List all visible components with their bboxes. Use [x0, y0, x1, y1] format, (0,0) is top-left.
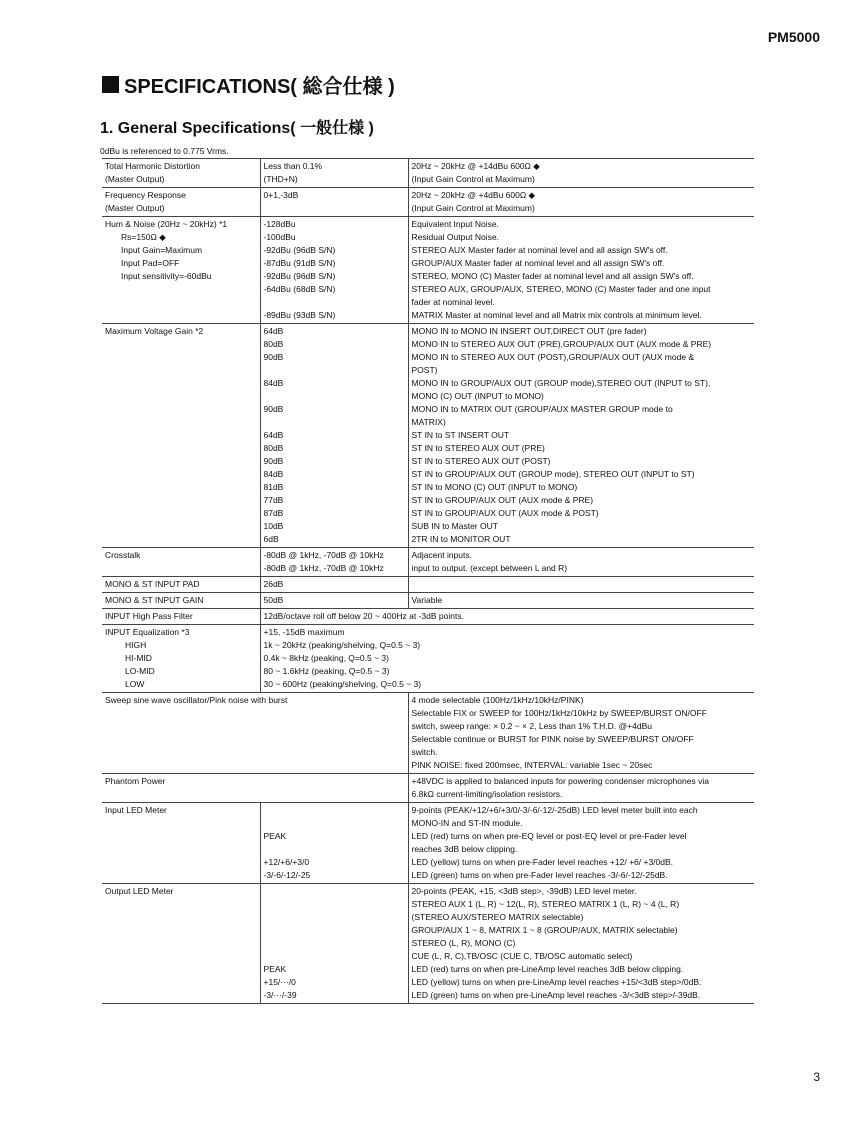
val-line: 50dB [263, 595, 284, 605]
page-title-text: SPECIFICATIONS( 総合仕様 ) [124, 76, 395, 98]
spec-desc [408, 693, 754, 774]
desc-line: MONO-IN and ST-IN module. [411, 818, 523, 828]
desc-line: +48VDC is applied to balanced inputs for powering condenser microphones via [411, 776, 709, 786]
spec-desc [408, 774, 754, 803]
value-line [264, 937, 405, 950]
val-line: 80dB [263, 443, 284, 453]
desc-line: fader at nominal level. [411, 297, 495, 307]
val-line: -80dB @ 1kHz, -70dB @ 10kHz [263, 550, 384, 560]
value-line [264, 804, 405, 817]
spec-label: Phantom Power [102, 774, 408, 803]
spec-desc [408, 884, 754, 1004]
label-line: Rs=150Ω ◆ [121, 232, 166, 242]
desc-line: MONO IN to MONO IN INSERT OUT,DIRECT OUT (pre fader) [411, 326, 647, 336]
spec-label: Sweep sine wave oscillator/Pink noise with burst [102, 693, 408, 774]
label-line: Input Pad=OFF [121, 258, 180, 268]
eq-value: 1k ~ 20kHz (peaking/shelving, Q=0.5 ~ 3) [263, 640, 421, 650]
val-line: 6dB [263, 534, 279, 544]
val-line: -80dB @ 1kHz, -70dB @ 10kHz [263, 563, 384, 573]
desc-line: STEREO AUX, GROUP/AUX, STEREO, MONO (C) Master fader and one input [411, 284, 711, 294]
desc-line: (Input Gain Control at Maximum) [411, 174, 535, 184]
table-row-gain [102, 324, 754, 548]
desc-line: switch, sweep range: × 0.2 ~ × 2, Less than 1% T.H.D. @+4dBu [411, 721, 652, 731]
page-number: 3 [813, 1070, 820, 1084]
value-line [264, 924, 405, 937]
table-row-sweep [102, 693, 754, 774]
desc-line: MATRIX Master at nominal level and all Matrix mix controls at minimum level. [411, 310, 702, 320]
spec-label [102, 159, 260, 188]
value-line: PEAK [263, 964, 287, 974]
val-line: 90dB [263, 352, 284, 362]
table-row-igain [102, 593, 754, 609]
spec-desc [408, 188, 754, 217]
spec-desc [408, 577, 754, 593]
desc-line: MONO IN to STEREO AUX OUT (POST),GROUP/AUX OUT (AUX mode & [411, 352, 695, 362]
desc-line: 20Hz ~ 20kHz @ +14dBu 600Ω ◆ [411, 161, 540, 171]
spec-label [102, 217, 260, 324]
desc-line: 9-points (PEAK/+12/+6/+3/0/-3/-6/-12/-25dB) LED level meter built into each [411, 805, 698, 815]
val-line: 80dB [263, 339, 284, 349]
value-line [264, 843, 405, 856]
desc-line: 2TR IN to MONITOR OUT [411, 534, 511, 544]
val-line: (THD+N) [263, 174, 298, 184]
spec-value [260, 159, 408, 188]
spec-desc [408, 548, 754, 577]
eq-band-label: LO-MID [125, 666, 155, 676]
desc-line: reaches 3dB below clipping. [411, 844, 518, 854]
desc-line: 20Hz ~ 20kHz @ +4dBu 600Ω ◆ [411, 190, 536, 200]
spec-label [102, 188, 260, 217]
val-line: Less than 0.1% [263, 161, 323, 171]
spec-label: INPUT High Pass Filter [102, 609, 260, 625]
val-line: 87dB [263, 508, 284, 518]
value-line [264, 817, 405, 830]
val-line [264, 416, 405, 429]
desc-line: ST IN to ST INSERT OUT [411, 430, 510, 440]
desc-line: Selectable continue or BURST for PINK noise by SWEEP/BURST ON/OFF [411, 734, 694, 744]
table-row-freq [102, 188, 754, 217]
val-line [264, 390, 405, 403]
spec-label [102, 548, 260, 577]
eq-value: 30 ~ 600Hz (peaking/shelving, Q=0.5 ~ 3) [263, 679, 422, 689]
desc-line: (STEREO AUX/STEREO MATRIX selectable) [411, 912, 584, 922]
value-line: -3/···/-39 [263, 990, 297, 1000]
desc-line: MONO IN to STEREO AUX OUT (PRE),GROUP/AUX OUT (AUX mode & PRE) [411, 339, 712, 349]
desc-line: STEREO AUX Master fader at nominal level and all assign SW's off. [411, 245, 668, 255]
spec-desc [408, 217, 754, 324]
desc-line: Selectable FIX or SWEEP for 100Hz/1kHz/10kHz by SWEEP/BURST ON/OFF [411, 708, 707, 718]
desc-line: 20-points (PEAK, +15, <3dB step>, -39dB) LED level meter. [411, 886, 637, 896]
model-name: PM5000 [767, 29, 820, 45]
desc-line: CUE (L, R, C),TB/OSC (CUE C, TB/OSC automatic select) [411, 951, 633, 961]
spec-table [102, 158, 754, 1004]
desc-line: ST IN to STEREO AUX OUT (PRE) [411, 443, 545, 453]
table-row-cross [102, 548, 754, 577]
desc-line: Adjacent inputs. [411, 550, 472, 560]
val-line [264, 364, 405, 377]
desc-line: MATRIX) [411, 417, 446, 427]
spec-desc [408, 324, 754, 548]
spec-value [260, 548, 408, 577]
desc-line: switch. [411, 747, 438, 757]
desc-line: LED (yellow) turns on when pre-LineAmp level reaches +15/<3dB step>/0dB. [411, 977, 702, 987]
value-line [264, 911, 405, 924]
val-line: 84dB [263, 378, 284, 388]
val-line [264, 296, 405, 309]
eq-band-label: HIGH [125, 640, 147, 650]
table-row-input-meter [102, 803, 754, 884]
desc-line: STEREO AUX 1 (L, R) ~ 12(L, R), STEREO MATRIX 1 (L, R) ~ 4 (L, R) [411, 899, 680, 909]
spec-desc [408, 593, 754, 609]
desc-line: input to output. (except between L and R) [411, 563, 568, 573]
eq-band-label: LOW [125, 679, 145, 689]
val-line: 84dB [263, 469, 284, 479]
val-line: -128dBu [263, 219, 296, 229]
spec-label: Output LED Meter [102, 884, 260, 1004]
val-line: -87dBu (91dB S/N) [263, 258, 336, 268]
eq-value: +15, -15dB maximum [263, 627, 345, 637]
spec-label: Input LED Meter [102, 803, 260, 884]
label-line: Frequency Response [105, 190, 186, 200]
val-line: 64dB [263, 326, 284, 336]
eq-value: 0.4k ~ 8kHz (peaking, Q=0.5 ~ 3) [263, 653, 389, 663]
label-line: Maximum Voltage Gain *2 [105, 326, 204, 336]
desc-line: ST IN to GROUP/AUX OUT (AUX mode & POST) [411, 508, 599, 518]
desc-line: (Input Gain Control at Maximum) [411, 203, 535, 213]
desc-line: MONO (C) OUT (INPUT to MONO) [411, 391, 544, 401]
val-line: 77dB [263, 495, 284, 505]
desc-line: GROUP/AUX Master fader at nominal level and all assign SW's off. [411, 258, 665, 268]
desc-line: POST) [411, 365, 438, 375]
section-title: 1. General Specifications( 一般仕様 ) [100, 120, 374, 137]
spec-value [260, 625, 754, 693]
val-line: 10dB [263, 521, 284, 531]
black-square-icon [102, 76, 119, 93]
desc-line: LED (red) turns on when pre-LineAmp level reaches 3dB below clipping. [411, 964, 684, 974]
desc-line: ST IN to MONO (C) OUT (INPUT to MONO) [411, 482, 578, 492]
spec-desc [408, 159, 754, 188]
val-line: 90dB [263, 456, 284, 466]
label-line: (Master Output) [105, 174, 165, 184]
label-line: MONO & ST INPUT PAD [105, 579, 200, 589]
desc-line: Equivalent Input Noise. [411, 219, 499, 229]
desc-line: ST IN to GROUP/AUX OUT (GROUP mode), STEREO OUT (INPUT to ST) [411, 469, 695, 479]
spec-label [102, 593, 260, 609]
val-line: -100dBu [263, 232, 296, 242]
label-line: Total Harmonic Distortion [105, 161, 200, 171]
spec-value [260, 884, 408, 1004]
desc-line: PINK NOISE: fixed 200msec, INTERVAL: variable 1sec ~ 20sec [411, 760, 653, 770]
val-line: 81dB [263, 482, 284, 492]
label-line: (Master Output) [105, 203, 165, 213]
spec-value [260, 577, 408, 593]
table-row-eq [102, 625, 754, 693]
desc-line: STEREO (L, R), MONO (C) [411, 938, 516, 948]
spec-value [260, 803, 408, 884]
value-line: PEAK [263, 831, 287, 841]
table-row-hpf [102, 609, 754, 625]
desc-line: SUB IN to Master OUT [411, 521, 498, 531]
spec-table-body [102, 159, 754, 1004]
desc-line: 4 mode selectable (100Hz/1kHz/10kHz/PINK) [411, 695, 584, 705]
val-line: 64dB [263, 430, 284, 440]
table-row-output-meter [102, 884, 754, 1004]
reference-note: 0dBu is referenced to 0.775 Vrms. [100, 146, 229, 156]
table-row-pad [102, 577, 754, 593]
label-line: Input Gain=Maximum [121, 245, 203, 255]
value-line: +12/+6/+3/0 [263, 857, 310, 867]
value-line [264, 950, 405, 963]
desc-line: STEREO, MONO (C) Master fader at nominal level and all assign SW's off. [411, 271, 694, 281]
label-line: MONO & ST INPUT GAIN [105, 595, 204, 605]
desc-line: ST IN to GROUP/AUX OUT (AUX mode & PRE) [411, 495, 594, 505]
label-line: Hum & Noise (20Hz ~ 20kHz) *1 [105, 219, 228, 229]
spec-value: 12dB/octave roll off below 20 ~ 400Hz at -3dB points. [260, 609, 754, 625]
value-line [264, 898, 405, 911]
desc-line: LED (yellow) turns on when pre-Fader level reaches +12/ +6/ +3/0dB. [411, 857, 674, 867]
val-line: 0+1,-3dB [263, 190, 299, 200]
desc-line: 6.8kΩ current-limiting/isolation resistors. [411, 789, 563, 799]
spec-value [260, 593, 408, 609]
value-line: +15/···/0 [263, 977, 296, 987]
val-line: -92dBu (96dB S/N) [263, 245, 336, 255]
value-line: -3/-6/-12/-25 [263, 870, 311, 880]
spec-label [102, 324, 260, 548]
desc-line: Variable [411, 595, 443, 605]
desc-line: LED (green) turns on when pre-LineAmp level reaches -3/<3dB step>/-39dB. [411, 990, 701, 1000]
spec-value [260, 188, 408, 217]
desc-line: Residual Output Noise. [411, 232, 499, 242]
val-line: 26dB [263, 579, 284, 589]
table-row-hum [102, 217, 754, 324]
value-line [264, 885, 405, 898]
desc-line: LED (red) turns on when pre-EQ level or post-EQ level or pre-Fader level [411, 831, 687, 841]
table-row-thd [102, 159, 754, 188]
val-line: -89dBu (93dB S/N) [263, 310, 336, 320]
spec-label [102, 625, 260, 693]
desc-line: ST IN to STEREO AUX OUT (POST) [411, 456, 551, 466]
eq-band-label: HI-MID [125, 653, 152, 663]
spec-label [102, 577, 260, 593]
label-line: Input sensitivity=-60dBu [121, 271, 212, 281]
val-line: 90dB [263, 404, 284, 414]
spec-desc [408, 803, 754, 884]
eq-label: INPUT Equalization *3 [105, 627, 190, 637]
table-row-phantom [102, 774, 754, 803]
spec-value [260, 324, 408, 548]
desc-line: LED (green) turns on when pre-Fader level reaches -3/-6/-12/-25dB. [411, 870, 668, 880]
page-title [102, 70, 395, 99]
desc-line: MONO IN to MATRIX OUT (GROUP/AUX MASTER GROUP mode to [411, 404, 673, 414]
desc-line: GROUP/AUX 1 ~ 8, MATRIX 1 ~ 8 (GROUP/AUX, MATRIX selectable) [411, 925, 678, 935]
val-line: -92dBu (96dB S/N) [263, 271, 336, 281]
val-line: -64dBu (68dB S/N) [263, 284, 336, 294]
label-line: Crosstalk [105, 550, 141, 560]
spec-value [260, 217, 408, 324]
desc-line: MONO IN to GROUP/AUX OUT (GROUP mode),STEREO OUT (INPUT to ST), [411, 378, 711, 388]
eq-value: 80 ~ 1.6kHz (peaking, Q=0.5 ~ 3) [263, 666, 390, 676]
